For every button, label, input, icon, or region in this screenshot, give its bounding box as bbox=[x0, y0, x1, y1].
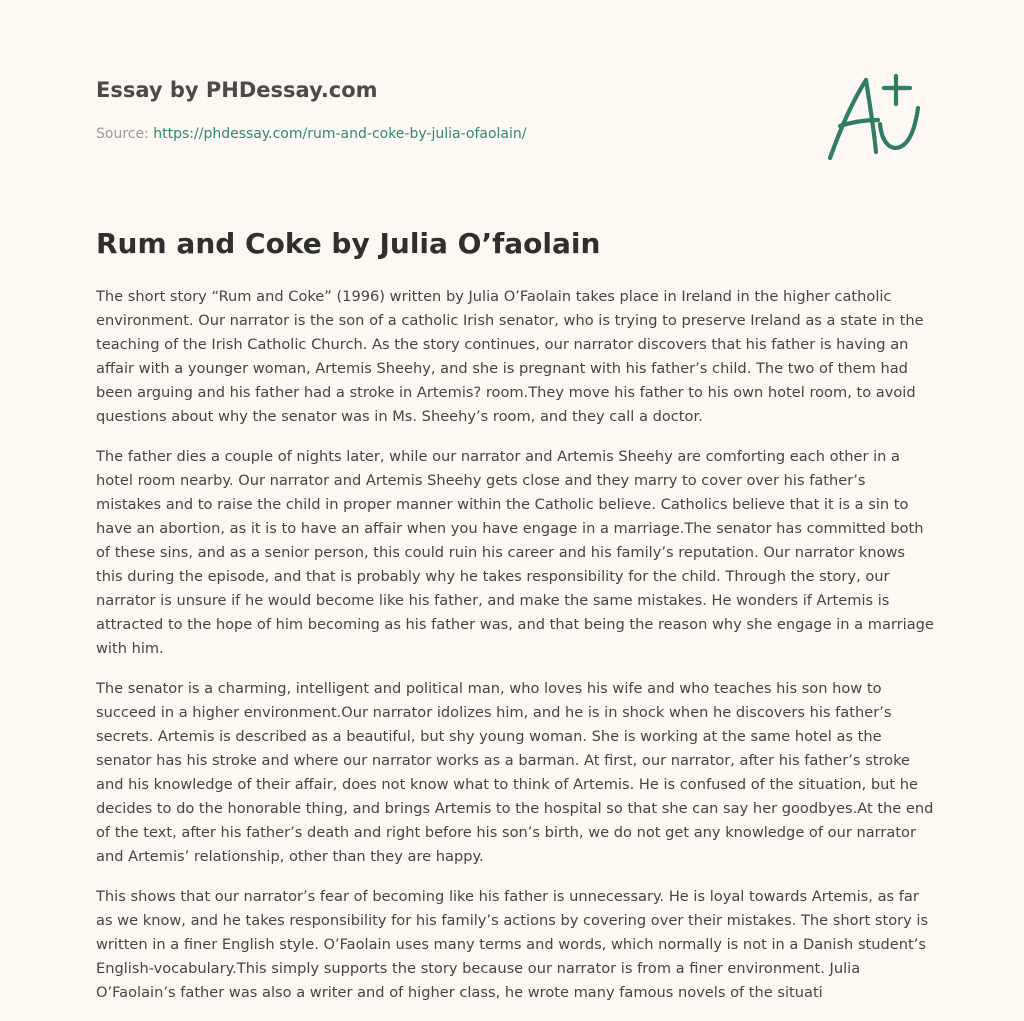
essay-paragraph: The father dies a couple of nights later, while our narrator and Artemis Sheehy are comforting each other in a hotel room nearby. Our narrator and Artemis Sheehy gets close and they marry to cover over his father’s mistakes and to raise the child in proper manner within the Catholic believe. Catholics believe that it is a sin to have an abortion, as it is to have an affair when you have engage in a marriage.The senator has committed both of these sins, and as a senior person, this could ruin his career and his family’s reputation. Our narrator knows this during the episode, and that is probably why he takes responsibility for the child. Through the story, our narrator is unsure if he would become like his father, and make the same mistakes. He wonders if Artemis is attracted to the hope of him becoming as his father was, and that being the reason why she engage in a marriage with him. bbox=[96, 448, 934, 657]
essay-title: Rum and Coke by Julia O’faolain bbox=[96, 227, 601, 260]
source-label: Source: bbox=[96, 126, 154, 142]
a-plus-grade-icon bbox=[826, 68, 926, 164]
document-header bbox=[96, 74, 928, 174]
essay-paragraph: The senator is a charming, intelligent and political man, who loves his wife and who teaches his son how to succeed in a higher environment.Our narrator idolizes him, and he is in shock when he discovers his father’s secrets. Artemis is described as a beautiful, but shy young woman. She is working at the same hotel as the senator has his stroke and where our narrator works as a barman. At first, our narrator, after his father’s stroke and his knowledge of their affair, does not know what to think of Artemis. He is confused of the situation, but he decides to do the honorable thing, and brings Artemis to the hospital so that she can say her goodbyes.At the end of the text, after his father’s death and right before his son’s birth, we do not get any knowledge of our narrator and Artemis’ relationship, other than they are happy. bbox=[96, 680, 934, 865]
source-line bbox=[96, 124, 928, 144]
essay-paragraph: This shows that our narrator’s fear of becoming like his father is unnecessary. He is loyal towards Artemis, as far as we know, and he takes responsibility for his family’s actions by covering over their mistakes. The short story is written in a finer English style. O’Faolain uses many terms and words, which normally is not in a Danish student’s English-vocabulary.This simply supports the story because our narrator is from a finer environment. Julia O’Faolain’s father was also a writer and of higher class, he wrote many famous novels of the situati bbox=[96, 888, 929, 1001]
essay-paragraph: The short story “Rum and Coke” (1996) written by Julia O’Faolain takes place in Ireland in the higher catholic environment. Our narrator is the son of a catholic Irish senator, who is trying to preserve Ireland as a state in the teaching of the Irish Catholic Church. As the story continues, our narrator discovers that his father is having an affair with a younger woman, Artemis Sheehy, and she is pregnant with his father’s child. The two of them had been arguing and his father had a stroke in Artemis? room.They move his father to his own hotel room, to avoid questions about why the senator was in Ms. Sheehy’s room, and they call a doctor. bbox=[96, 288, 924, 425]
essay-body bbox=[96, 285, 934, 1021]
brand-title: Essay by PHDessay.com bbox=[96, 78, 378, 102]
source-link[interactable]: https://phdessay.com/rum-and-coke-by-julia-ofaolain/ bbox=[153, 126, 527, 142]
